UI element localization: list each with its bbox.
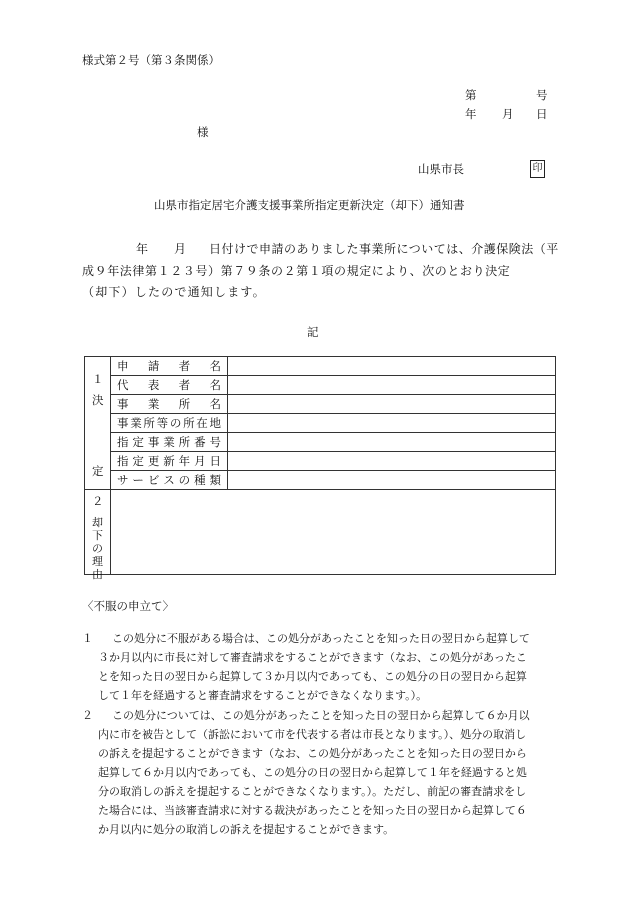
- appeal-item-1: [84, 629, 554, 705]
- row-label-office-name: 事業所名: [117, 397, 221, 411]
- section1-label-top: 決: [92, 393, 104, 407]
- appeal-item-2-line-5: 分の取消しの訴えを提起することができなくなります。）。ただし、前記の審査請求をし: [98, 785, 527, 798]
- section2-value[interactable]: [117, 493, 551, 571]
- row-value-service-type[interactable]: [233, 473, 551, 488]
- appeal-item-1-line-2: ３か月以内に市長に対して審査請求をすることができます（なお、この処分があったこ: [98, 651, 527, 664]
- date-month: 月: [502, 107, 514, 121]
- row-value-office-address[interactable]: [233, 416, 551, 431]
- date-year: 年: [465, 107, 477, 121]
- addressee-suffix: 様: [197, 125, 209, 139]
- section2-number: ２: [92, 494, 104, 508]
- row-value-office-name[interactable]: [233, 397, 551, 412]
- row-label-representative: 代表者名: [117, 378, 221, 392]
- appeal-item-2-number: ２: [82, 709, 93, 722]
- body-line-2: 成９年法律第１２３号）第７９条の２第１項の規定により、次のとおり決定: [82, 264, 511, 278]
- appeal-item-2-line-6: た場合には、当該審査請求に対する裁決があったことを知った日の翌日から起算して６: [98, 804, 527, 817]
- body-line-1: 日付けで申請のありました事業所については、介護保険法（平: [209, 242, 559, 256]
- appeal-item-2-line-2: 内に市を被告として（訴訟において市を代表する者は市長となります。）、処分の取消し: [98, 728, 527, 741]
- appeal-item-1-line-3: とを知った日の翌日から起算して３か月以内であっても、この処分の日の翌日から起算: [98, 670, 527, 683]
- decision-table: [84, 356, 556, 581]
- body-month: 月: [174, 242, 187, 256]
- section2-label-char-3: の: [92, 542, 103, 555]
- ki-heading: 記: [307, 325, 319, 339]
- date-day: 日: [536, 107, 548, 121]
- row-value-representative[interactable]: [233, 378, 551, 393]
- section1-number: １: [92, 372, 104, 386]
- row-label-renewal-date: 指定更新年月日: [117, 454, 221, 468]
- row-label-office-address: 事業所等の所在地: [117, 416, 221, 430]
- appeal-item-2-line-7: か月以内に処分の取消しの訴えを提起することができます。: [98, 823, 395, 836]
- number-label-dai: 第: [465, 88, 477, 102]
- table-vline-left-col: [110, 357, 111, 575]
- appeal-item-2-line-1: この処分については、この処分があったことを知った日の翌日から起算して６か月以: [112, 709, 530, 722]
- row-value-renewal-date[interactable]: [233, 454, 551, 469]
- appeal-item-2: [84, 706, 554, 839]
- section2-label-char-4: 理: [92, 555, 103, 568]
- row-label-applicant: 申請者名: [117, 359, 221, 373]
- seal-mark: 印: [530, 160, 545, 178]
- row-label-service-type: サービスの種類: [117, 473, 221, 487]
- appeal-item-2-line-3: の訴えを提起することができます（なお、この処分があったことを知った日の翌日から: [98, 747, 527, 760]
- appeal-item-2-line-4: 起算して６か月以内であっても、この処分の日の翌日から起算して１年を経過すると処: [98, 766, 527, 779]
- number-label-go: 号: [536, 88, 548, 102]
- table-hline-section: [85, 489, 556, 490]
- section2-label-char-1: 却: [92, 516, 103, 529]
- appeal-item-1-number: １: [82, 632, 93, 645]
- appeal-item-1-line-1: この処分に不服がある場合は、この処分があったことを知った日の翌日から起算して: [112, 632, 530, 645]
- row-value-office-number[interactable]: [233, 435, 551, 450]
- appeal-heading: 〈不服の申立て〉: [82, 599, 174, 613]
- section2-label-char-5: 由: [92, 568, 103, 581]
- form-number: 様式第２号（第３条関係）: [82, 53, 220, 67]
- document-title: 山県市指定居宅介護支援事業所指定更新決定（却下）通知書: [154, 198, 465, 212]
- body-year: 年: [136, 242, 149, 256]
- row-label-office-number: 指定事業所番号: [117, 435, 221, 449]
- section2-label-char-2: 下: [92, 529, 103, 542]
- section1-label-bottom: 定: [92, 464, 104, 478]
- appeal-item-1-line-4: して１年を経過すると審査請求をすることができなくなります。）。: [98, 689, 428, 702]
- row-value-applicant[interactable]: [233, 359, 551, 374]
- issuer-name: 山県市長: [418, 162, 464, 176]
- body-line-3: （却下）したので通知します。: [82, 285, 266, 299]
